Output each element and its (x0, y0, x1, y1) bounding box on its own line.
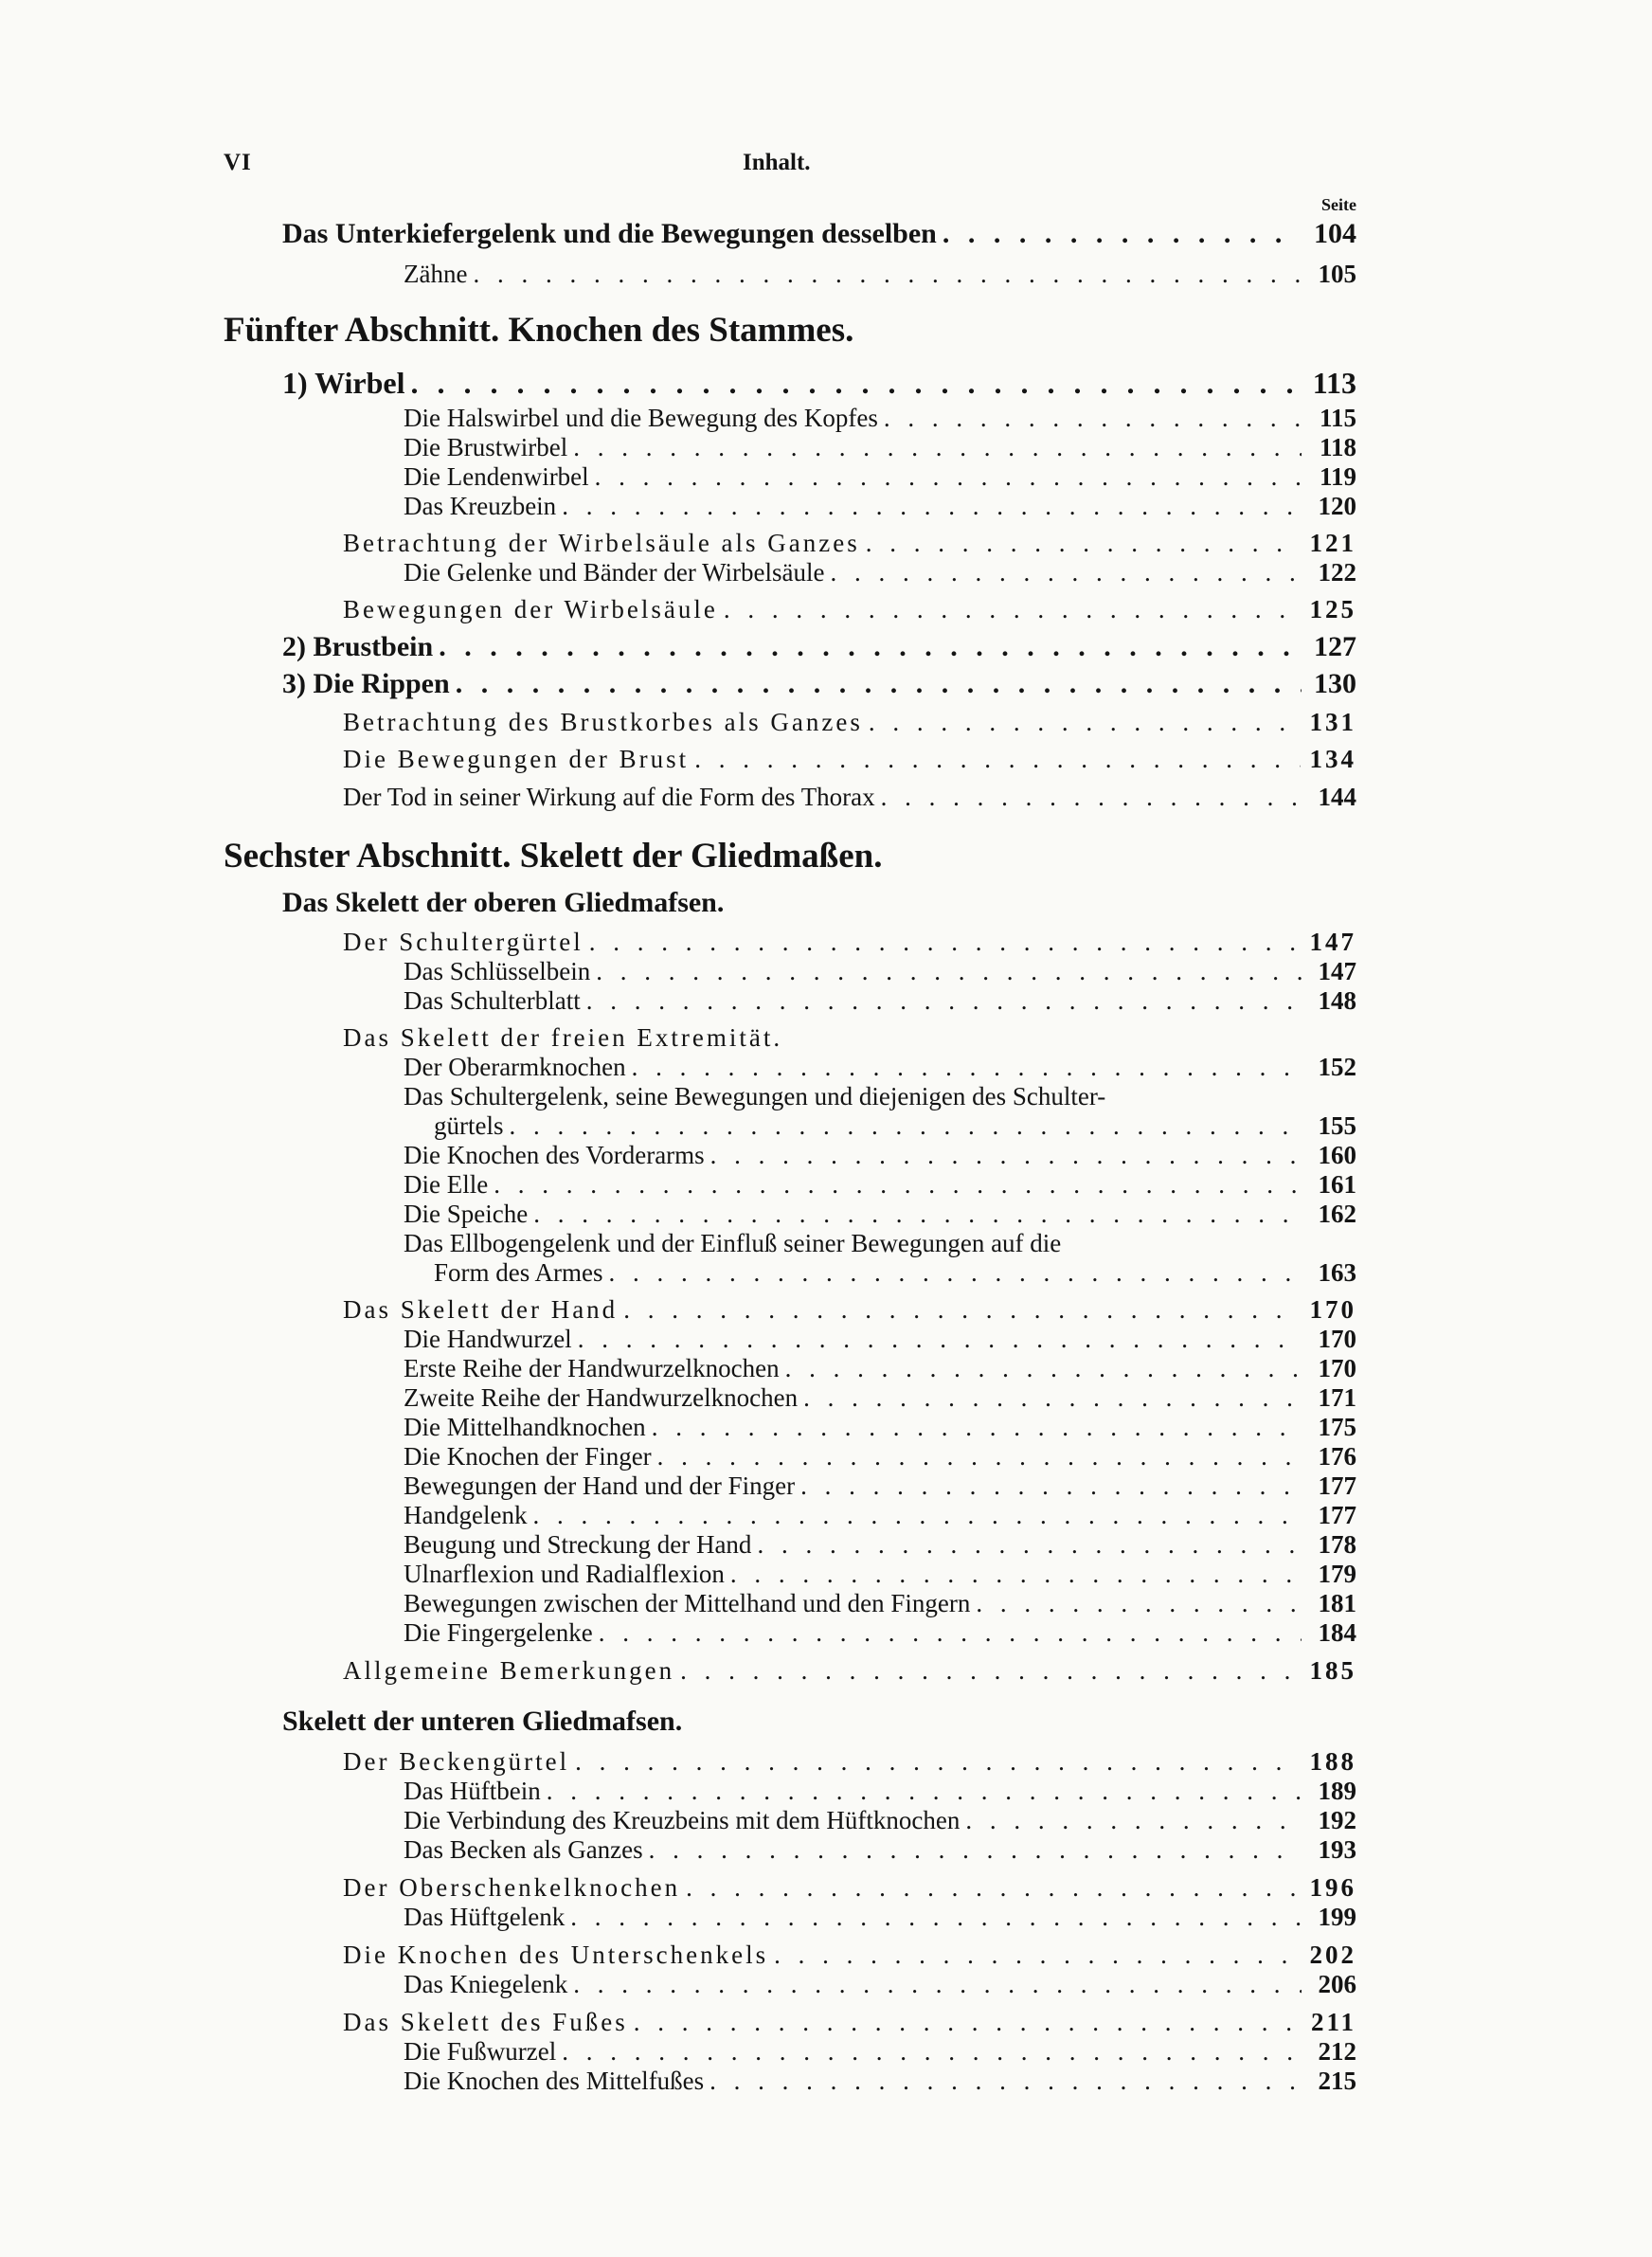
toc-entry (404, 1143, 1356, 1168)
toc-entry (404, 1444, 1356, 1470)
leader-dots (562, 494, 1302, 519)
toc-entry-label: Die Knochen der Finger (404, 1442, 652, 1471)
toc-entry-continued: Das Ellbogengelenk und der Einfluß seiner Bewegungen auf die (404, 1229, 1062, 1257)
toc-page-number: 119 (1319, 462, 1356, 491)
toc-entry (343, 1658, 1356, 1684)
toc-entry-label: Die Handwurzel (404, 1325, 572, 1353)
toc-page-number: 189 (1318, 1777, 1356, 1805)
toc-entry-label: Betrachtung der Wirbelsäule als Ganzes (343, 529, 860, 557)
toc-page-number: 175 (1318, 1413, 1356, 1441)
toc-entry-label: Bewegungen der Hand und der Finger (404, 1472, 796, 1500)
leader-dots (562, 2039, 1302, 2065)
leader-dots (709, 2068, 1302, 2094)
toc-entry-label: Die Verbindung des Kreuzbeins mit dem Hüftknochen (404, 1806, 961, 1834)
toc-entry-label: Der Beckengürtel (343, 1747, 570, 1776)
leader-dots (652, 1415, 1302, 1440)
toc-page-number: 179 (1318, 1560, 1356, 1588)
header-title: Inhalt. (743, 150, 811, 175)
toc-page-number: 177 (1318, 1472, 1356, 1500)
leader-dots (800, 1473, 1302, 1499)
toc-entry-label: Zweite Reihe der Handwurzelknochen (404, 1383, 799, 1412)
toc-entry-label: Zähne (404, 260, 468, 288)
toc-entry (404, 262, 1356, 287)
toc-entry-label: Ulnarflexion und Radialflexion (404, 1560, 725, 1588)
toc-entry (343, 531, 1356, 556)
toc-page-number: 184 (1318, 1618, 1356, 1647)
toc-page-number: 113 (1312, 366, 1356, 400)
toc-page-number: 127 (1314, 631, 1356, 662)
leader-dots (686, 1875, 1300, 1901)
toc-entry (404, 435, 1356, 460)
toc-page-number: 206 (1318, 1970, 1356, 1998)
leader-dots (595, 464, 1302, 490)
toc-entry-label: Das Kniegelenk (404, 1970, 568, 1998)
leader-dots (494, 1172, 1302, 1198)
leader-dots (596, 959, 1302, 984)
toc-page-number: 171 (1318, 1383, 1356, 1412)
toc-page-number: 115 (1319, 404, 1356, 432)
leader-dots (757, 1532, 1302, 1558)
running-header (224, 150, 1360, 188)
toc-entry (404, 1837, 1356, 1863)
toc-entry-label: Das Hüftbein (404, 1777, 541, 1805)
toc-entry-label: Das Schulterblatt (404, 986, 581, 1015)
leader-dots (410, 368, 1302, 398)
toc-entry (404, 1905, 1356, 1930)
toc-page-number: 105 (1318, 260, 1356, 288)
leader-dots (586, 988, 1302, 1014)
toc-entry (404, 1172, 1356, 1198)
leader-dots (533, 1201, 1302, 1227)
toc-page-number: 181 (1318, 1589, 1356, 1617)
leader-dots (609, 1260, 1302, 1286)
toc-page-number: 170 (1309, 1295, 1356, 1324)
toc-entry-continued: Das Schultergelenk, seine Bewegungen und diejenigen des Schulter- (404, 1082, 1106, 1110)
toc-entry (404, 1201, 1356, 1227)
leader-dots (547, 1779, 1302, 1804)
toc-entry-label: Beugung und Streckung der Hand (404, 1530, 752, 1559)
leader-dots (649, 1837, 1302, 1863)
leader-dots (694, 747, 1300, 772)
leader-dots (632, 1055, 1302, 1080)
chapter-heading: Fünfter Abschnitt. Knochen des Stammes. (224, 311, 854, 350)
chapter-heading: Sechster Abschnitt. Skelett der Gliedmaßen. (224, 837, 883, 876)
toc-entry (343, 1749, 1356, 1775)
toc-entry (404, 1385, 1356, 1411)
leader-dots (710, 1143, 1302, 1168)
leader-dots (510, 1113, 1302, 1139)
toc-entry-label: Das Becken als Ganzes (404, 1835, 643, 1864)
toc-page-number: 118 (1319, 433, 1356, 461)
toc-entry-label: Die Lendenwirbel (404, 462, 589, 491)
toc-page-number: 211 (1310, 2008, 1356, 2036)
toc-entry (282, 670, 1356, 698)
toc-entry-label: Das Skelett des Fußes (343, 2008, 628, 2036)
toc-entry-label: Die Mittelhandknochen (404, 1413, 646, 1441)
toc-page-number: 193 (1318, 1835, 1356, 1864)
toc-page-number: 192 (1318, 1806, 1356, 1834)
toc-page-number: 148 (1318, 986, 1356, 1015)
toc-entry (404, 959, 1356, 984)
toc-page-number: 130 (1314, 668, 1356, 699)
leader-dots (869, 710, 1301, 735)
toc-entry (404, 1972, 1356, 1997)
toc-page-number: 199 (1318, 1903, 1356, 1931)
toc-entry-label: Form des Armes (434, 1258, 603, 1287)
page-numeral: VI (224, 150, 252, 175)
toc-page-number: 144 (1318, 783, 1356, 811)
toc-entry-label: Die Knochen des Unterschenkels (343, 1941, 769, 1969)
toc-entry-label: Die Elle (404, 1170, 489, 1199)
toc-page-number: 134 (1309, 745, 1356, 773)
toc-entry-label: 2) Brustbein (282, 631, 434, 662)
toc-entry (434, 1260, 1356, 1286)
toc-entry-label: Erste Reihe der Handwurzelknochen (404, 1354, 780, 1382)
toc-page-number: 160 (1318, 1141, 1356, 1169)
toc-entry-label: Die Knochen des Mittelfußes (404, 2067, 705, 2095)
leader-dots (943, 220, 1302, 248)
toc-page-number: 170 (1318, 1354, 1356, 1382)
leader-dots (965, 1808, 1302, 1833)
toc-page-number: 188 (1309, 1747, 1356, 1776)
toc-entry-label: Der Oberschenkelknochen (343, 1873, 681, 1902)
page-column-label: Seite (1321, 195, 1356, 214)
toc-page-number: 178 (1318, 1530, 1356, 1559)
toc-entry-label: 1) Wirbel (282, 366, 405, 400)
section-heading: Skelett der unteren Gliedmafsen. (282, 1706, 683, 1737)
toc-entry-label: Das Kreuzbein (404, 492, 557, 520)
toc-entry-label: gürtels (434, 1111, 504, 1140)
leader-dots (884, 406, 1302, 431)
toc-entry (282, 633, 1356, 661)
toc-entry-label: Handgelenk (404, 1501, 528, 1529)
toc-entry-label: 3) Die Rippen (282, 668, 450, 699)
toc-page-number: 120 (1318, 492, 1356, 520)
toc-entry (404, 1415, 1356, 1440)
toc-entry (434, 1113, 1356, 1139)
toc-entry-label: Das Unterkiefergelenk und die Bewegungen desselben (282, 218, 937, 249)
toc-entry (404, 1779, 1356, 1804)
leader-dots (803, 1385, 1302, 1411)
toc-page-number: 202 (1309, 1941, 1356, 1969)
toc-entry (282, 368, 1356, 398)
leader-dots (831, 560, 1302, 586)
toc-entry-label: Das Skelett der Hand (343, 1295, 619, 1324)
leader-dots (634, 2010, 1302, 2035)
toc-page-number: 196 (1309, 1873, 1356, 1902)
toc-entry (343, 1297, 1356, 1323)
leader-dots (573, 435, 1302, 460)
toc-page-number: 163 (1318, 1258, 1356, 1287)
leader-dots (599, 1620, 1302, 1646)
toc-entry (282, 220, 1356, 248)
toc-page-number: 121 (1309, 529, 1356, 557)
leader-dots (881, 785, 1302, 810)
toc-entry (404, 494, 1356, 519)
leader-dots (578, 1327, 1302, 1352)
leader-dots (657, 1444, 1302, 1470)
toc-entry-label: Allgemeine Bemerkungen (343, 1656, 675, 1685)
toc-entry-label: Der Schultergürtel (343, 928, 584, 956)
toc-entry (404, 406, 1356, 431)
toc-entry-label: Der Oberarmknochen (404, 1053, 626, 1081)
toc-page-number: 155 (1318, 1111, 1356, 1140)
toc-entry-label: Die Brustwirbel (404, 433, 568, 461)
toc-entry-label: Betrachtung des Brustkorbes als Ganzes (343, 708, 863, 736)
toc-entry-label: Bewegungen der Wirbelsäule (343, 595, 718, 623)
toc-entry (404, 1532, 1356, 1558)
toc-entry (343, 710, 1356, 735)
toc-entry (404, 560, 1356, 586)
toc-entry (343, 1942, 1356, 1968)
toc-entry-label: Das Hüftgelenk (404, 1903, 566, 1931)
toc-entry (404, 1327, 1356, 1352)
toc-entry (404, 1055, 1356, 1080)
toc-entry (404, 1356, 1356, 1381)
leader-dots (774, 1942, 1300, 1968)
leader-dots (573, 1972, 1302, 1997)
toc-page-number: 152 (1318, 1053, 1356, 1081)
leader-dots (570, 1905, 1302, 1930)
toc-entry-label: Die Knochen des Vorderarms (404, 1141, 705, 1169)
toc-page-number: 212 (1318, 2037, 1356, 2066)
toc-page-number: 122 (1318, 558, 1356, 587)
leader-dots (724, 597, 1301, 623)
toc-entry (343, 785, 1356, 810)
leader-dots (589, 930, 1301, 955)
toc-entry (343, 597, 1356, 623)
leader-dots (730, 1562, 1302, 1587)
toc-entry (404, 464, 1356, 490)
toc-page-number: 161 (1318, 1170, 1356, 1199)
toc-entry (343, 2010, 1356, 2035)
leader-dots (456, 670, 1302, 698)
leader-dots (680, 1658, 1300, 1684)
toc-entry-label: Der Tod in seiner Wirkung auf die Form des Thorax (343, 783, 875, 811)
leader-dots (976, 1591, 1302, 1616)
toc-entry-label: Das Schlüsselbein (404, 957, 591, 985)
toc-entry-label: Die Fingergelenke (404, 1618, 593, 1647)
toc-entry (404, 988, 1356, 1014)
toc-entry-label: Die Speiche (404, 1200, 529, 1228)
leader-dots (439, 633, 1302, 661)
toc-page-number: 177 (1318, 1501, 1356, 1529)
toc-page-number: 215 (1318, 2067, 1356, 2095)
toc-page-number: 131 (1309, 708, 1356, 736)
leader-dots (623, 1297, 1300, 1323)
toc-page-number: 104 (1314, 218, 1356, 249)
toc-subheading: Das Skelett der freien Extremität. (343, 1023, 783, 1052)
leader-dots (866, 531, 1301, 556)
toc-page-number: 170 (1318, 1325, 1356, 1353)
toc-page-number: 176 (1318, 1442, 1356, 1471)
toc-entry (343, 1875, 1356, 1901)
leader-dots (575, 1749, 1300, 1775)
toc-entry (404, 1503, 1356, 1528)
toc-page-number: 147 (1318, 957, 1356, 985)
toc-page-number: 162 (1318, 1200, 1356, 1228)
toc-entry (343, 930, 1356, 955)
toc-page-number: 147 (1309, 928, 1356, 956)
toc-entry (404, 1620, 1356, 1646)
section-heading: Das Skelett der oberen Gliedmafsen. (282, 887, 725, 918)
toc-entry (343, 747, 1356, 772)
toc-entry-label: Die Halswirbel und die Bewegung des Kopfes (404, 404, 878, 432)
toc-entry-label: Die Gelenke und Bänder der Wirbelsäule (404, 558, 825, 587)
toc-entry-label: Die Bewegungen der Brust (343, 745, 690, 773)
toc-entry (404, 1591, 1356, 1616)
leader-dots (785, 1356, 1302, 1381)
toc-entry-label: Bewegungen zwischen der Mittelhand und den Fingern (404, 1589, 971, 1617)
toc-entry (404, 1562, 1356, 1587)
toc-entry (404, 1473, 1356, 1499)
toc-entry-label: Die Fußwurzel (404, 2037, 557, 2066)
toc-entry (404, 2068, 1356, 2094)
toc-entry (404, 2039, 1356, 2065)
leader-dots (532, 1503, 1302, 1528)
toc-entry (404, 1808, 1356, 1833)
toc-page-number: 125 (1309, 595, 1356, 623)
toc-page-number: 185 (1309, 1656, 1356, 1685)
leader-dots (473, 262, 1302, 287)
